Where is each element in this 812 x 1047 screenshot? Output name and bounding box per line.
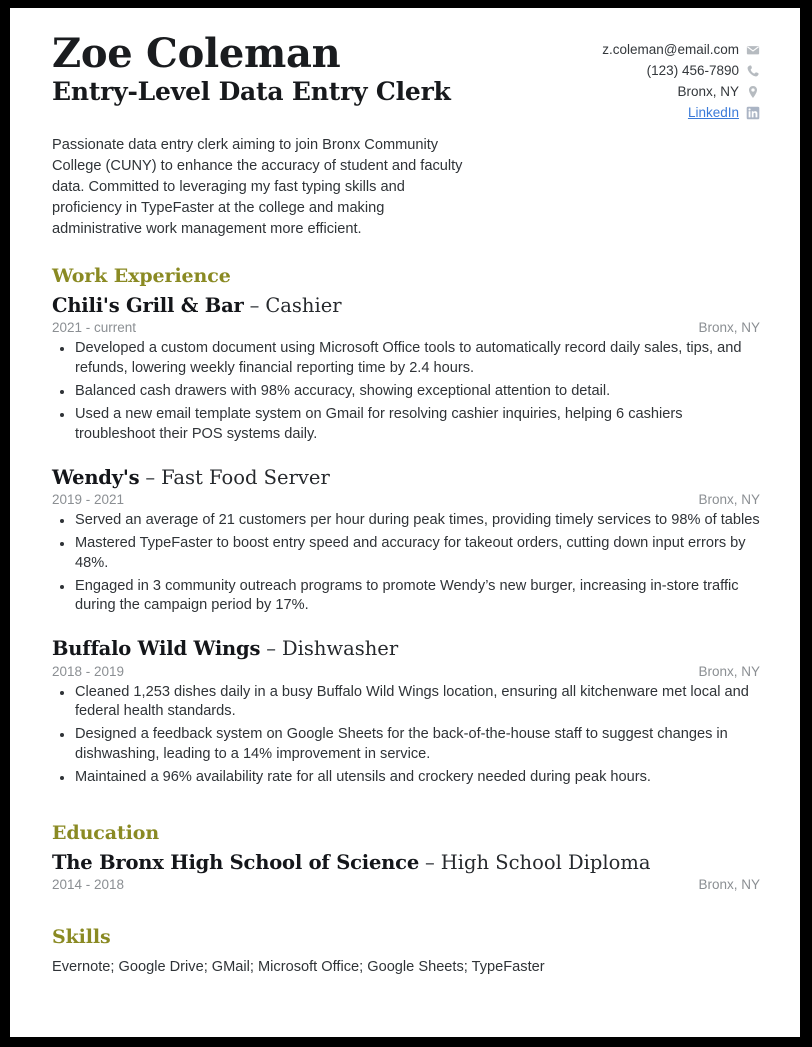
- entry-location: Bronx, NY: [698, 877, 760, 893]
- role-title: Fast Food Server: [161, 465, 330, 489]
- bullet-item: Engaged in 3 community outreach programs to promote Wendy’s new burger, increasing in-store traffic during the campaign period by 17%.: [52, 577, 760, 617]
- resume-header: [52, 30, 760, 124]
- skills-list: Evernote; Google Drive; GMail; Microsoft Office; Google Sheets; TypeFaster: [52, 959, 545, 976]
- entry-title: [52, 466, 760, 489]
- entry-meta: [52, 877, 760, 892]
- bullet-item: Used a new email template system on Gmail for resolving cashier inquiries, helping 6 cashiers troubleshoot their POS systems daily.: [52, 405, 760, 445]
- entry-dates: 2018 - 2019: [52, 663, 125, 679]
- organization-name: Chili's Grill & Bar: [52, 294, 244, 317]
- phone-icon: [746, 64, 760, 78]
- title-separator: –: [249, 294, 260, 317]
- contact-phone-row: [602, 61, 760, 81]
- contact-email: z.coleman@email.com: [602, 42, 739, 58]
- entry-meta: [52, 320, 760, 335]
- identity-block: [52, 30, 451, 106]
- organization-name: Buffalo Wild Wings: [52, 637, 261, 661]
- bullet-item: Designed a feedback system on Google Sheets for the back-of-the-house staff to suggest changes in dishwashing, leading to a 14% improvement in service.: [52, 725, 760, 765]
- entry-location: Bronx, NY: [698, 492, 760, 507]
- contact-email-row: [602, 40, 760, 60]
- entry-title: [52, 294, 760, 317]
- bullet-item: Maintained a 96% availability rate for all utensils and crockery needed during peak hours.: [52, 768, 760, 788]
- entry-bullets: [52, 339, 760, 444]
- section-heading-skills: Skills: [52, 926, 111, 949]
- contact-phone: (123) 456-7890: [646, 63, 739, 79]
- entry-meta: [52, 492, 760, 507]
- bullet-item: Cleaned 1,253 dishes daily in a busy Buffalo Wild Wings location, ensuring all kitchenware met local and federal health standards.: [52, 683, 760, 723]
- entry-location: Bronx, NY: [698, 320, 760, 336]
- bullet-item: Served an average of 21 customers per hour during peak times, providing timely services to 98% of tables: [52, 511, 760, 531]
- entry-dates: 2021 - current: [52, 320, 137, 336]
- professional-summary: Passionate data entry clerk aiming to join Bronx Community College (CUNY) to enhance the accuracy of student and faculty data. Committed to leveraging my fast typing skills and proficiency in TypeFaster at the college and making administrative work management more efficient.: [52, 137, 463, 237]
- work-entry: [52, 294, 760, 445]
- map-pin-icon: [746, 85, 760, 99]
- section-heading-education: Education: [52, 821, 160, 844]
- entry-dates: 2014 - 2018: [52, 877, 125, 893]
- work-entry: [52, 637, 760, 788]
- organization-name: Wendy's: [52, 465, 140, 489]
- contact-linkedin-row[interactable]: [602, 103, 760, 123]
- entry-title: [52, 637, 760, 660]
- entry-dates: 2019 - 2021: [52, 492, 125, 507]
- page-title: Zoe Coleman: [52, 30, 341, 77]
- degree-title: High School Diploma: [440, 850, 651, 874]
- linkedin-icon[interactable]: [746, 106, 760, 120]
- title-separator: –: [425, 850, 435, 874]
- work-entry: [52, 466, 760, 617]
- envelope-icon: [746, 43, 760, 57]
- title-separator: –: [145, 465, 156, 489]
- bullet-item: Balanced cash drawers with 98% accuracy, showing exceptional attention to detail.: [52, 382, 760, 402]
- bullet-item: Mastered TypeFaster to boost entry speed and accuracy for takeout orders, cutting down input errors by 48%.: [52, 534, 760, 574]
- job-title: Entry-Level Data Entry Clerk: [52, 76, 451, 106]
- entry-title: [52, 851, 760, 874]
- entry-location: Bronx, NY: [698, 663, 760, 679]
- contact-location: Bronx, NY: [677, 84, 739, 100]
- resume-page: [10, 8, 800, 1037]
- title-separator: –: [266, 637, 276, 661]
- role-title: Dishwasher: [281, 637, 399, 661]
- linkedin-link[interactable]: LinkedIn: [687, 105, 739, 121]
- section-heading-work-experience: Work Experience: [52, 265, 231, 287]
- entry-meta: [52, 664, 760, 679]
- contact-block: [602, 34, 760, 124]
- bullet-item: Developed a custom document using Microsoft Office tools to automatically record daily sales, tips, and refunds, lowering weekly financial reporting time by 2.4 hours.: [52, 339, 760, 379]
- entry-bullets: [52, 683, 760, 788]
- role-title: Cashier: [265, 294, 342, 317]
- entry-bullets: [52, 511, 760, 616]
- organization-name: The Bronx High School of Science: [52, 850, 420, 874]
- contact-location-row: [602, 82, 760, 102]
- education-entry: [52, 851, 760, 892]
